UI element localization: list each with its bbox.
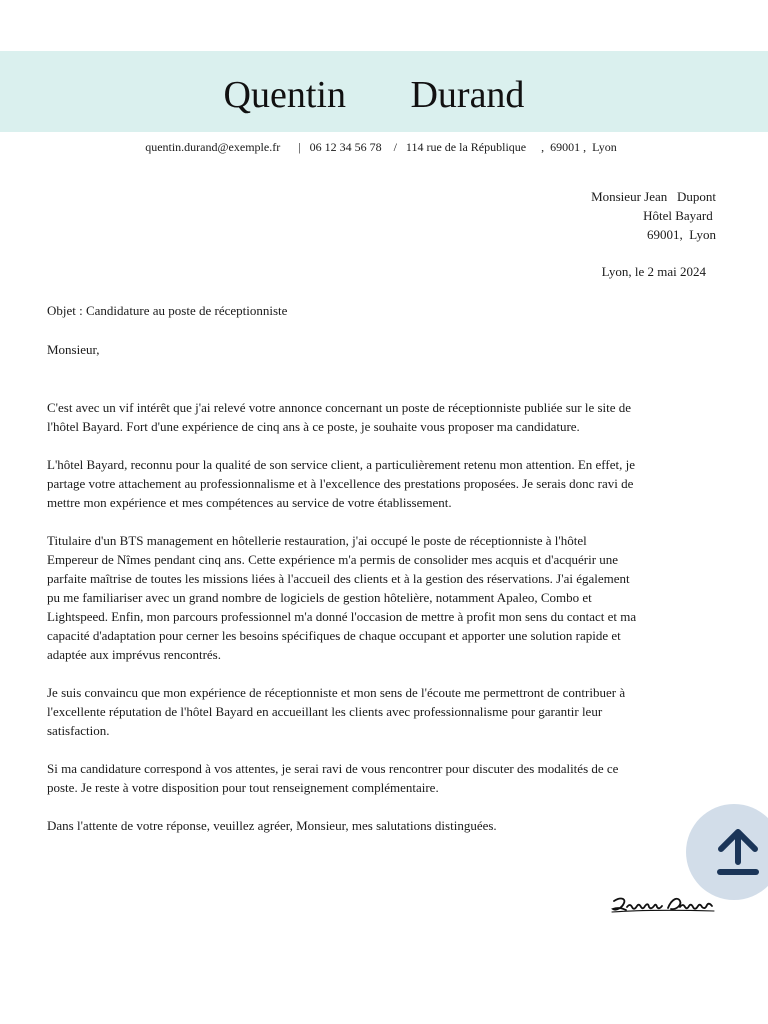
letter-body [47,398,639,854]
signature-icon [610,893,720,919]
sender-contact-line: quentin.durand@exemple.fr | 06 12 34 56 78 / 114 rue de la République , 69001 , Lyon [145,140,617,154]
letter-salutation: Monsieur, [47,342,100,357]
recipient-name: Monsieur Jean Dupont [591,189,716,204]
upload-button[interactable] [686,804,768,900]
body-paragraph: L'hôtel Bayard, reconnu pour la qualité de son service client, a particulièrement retenu mon attention. En effet, je partage votre attachement au professionnalisme et à l'excellence des prestations proposées. Je serais donc ravi de mettre mon expérience et mes compétences au service de votre établissement. [47,457,635,510]
upload-arrow-icon [717,828,759,876]
body-paragraph: Si ma candidature correspond à vos attentes, je serai ravi de vous rencontrer pour discuter des modalités de ce poste. Je reste à votre disposition pour tout renseignement complémentaire. [47,761,619,795]
recipient-block [591,187,716,244]
body-paragraph: Titulaire d'un BTS management en hôtellerie restauration, j'ai occupé le poste de réceptionniste à l'hôtel Empereur de Nîmes pendant cinq ans. Cette expérience m'a permis de consolider mes acquis et d'acquérir une parfaite maîtrise de toutes les missions liées à l'accueil des clients et à la gestion des réservations. J'ai également pu me familiariser avec un grand nombre de logiciels de gestion hôtelière, notamment Apaleo, Combo et Lightspeed. Enfin, mon parcours professionnel m'a donné l'occasion de mettre à profit mon sens du contact et ma capacité d'adaptation pour cerner les besoins spécifiques de chaque occupant et apporter une solution rapide et adaptée aux imprévus rencontrés. [47,533,637,662]
recipient-city: 69001, Lyon [647,227,716,242]
letter-date: Lyon, le 2 mai 2024 [601,264,706,279]
sender-name: Quentin Durand [223,74,525,116]
letter-subject: Objet : Candidature au poste de réceptionniste [47,303,288,318]
body-paragraph: Je suis convaincu que mon expérience de réceptionniste et mon sens de l'écoute me permettront de contribuer à l'excellente réputation de l'hôtel Bayard en accueillant les clients avec professionnalisme pour garantir leur satisfaction. [47,685,626,738]
body-paragraph: C'est avec un vif intérêt que j'ai relevé votre annonce concernant un poste de réceptionniste publiée sur le site de l'hôtel Bayard. Fort d'une expérience de cinq ans à ce poste, je souhaite vous proposer ma candidature. [47,400,632,434]
handwritten-signature [610,893,720,919]
recipient-company: Hôtel Bayard [643,208,716,223]
closing-paragraph: Dans l'attente de votre réponse, veuillez agréer, Monsieur, mes salutations distinguées. [47,818,497,833]
